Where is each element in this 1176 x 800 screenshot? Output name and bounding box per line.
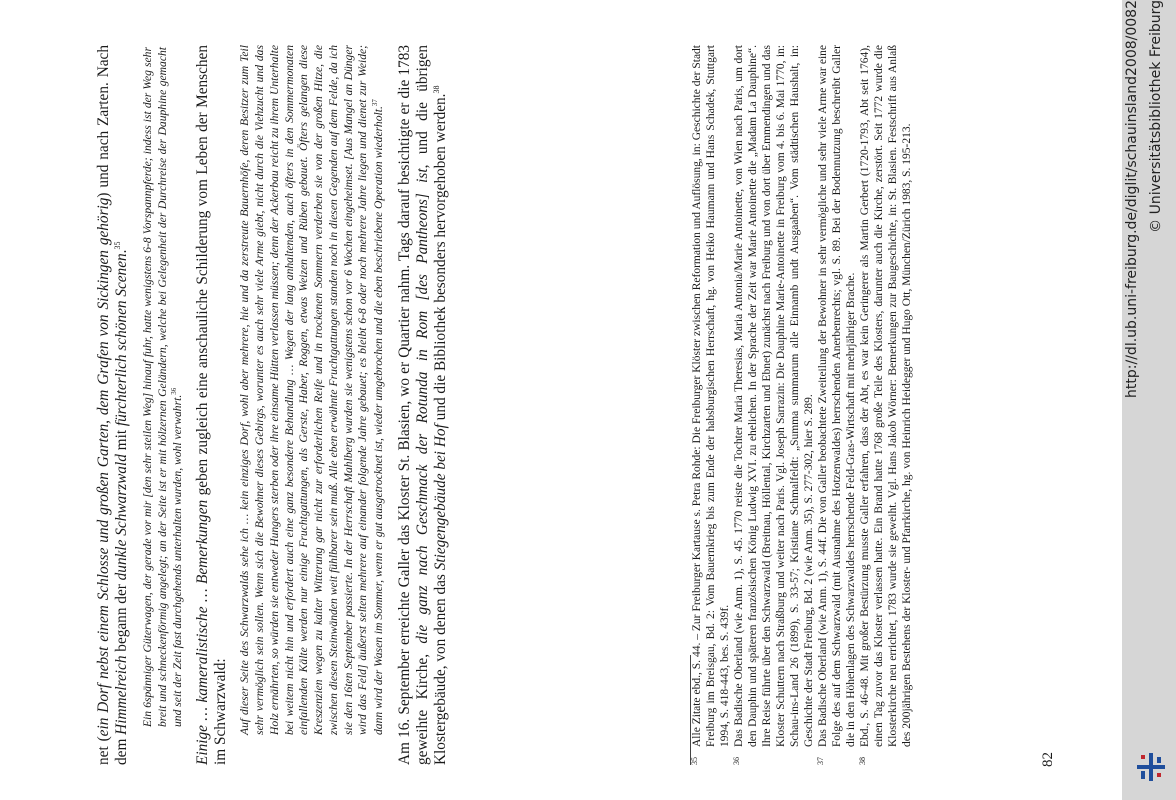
footnote: [690, 45, 732, 765]
logo-bar: [1157, 757, 1161, 763]
italic-text: Stiegengebäude bei Hof: [432, 424, 450, 571]
text: mit: [113, 426, 131, 455]
text: .: [113, 249, 131, 254]
quote-text: Ein 6spänniger Güterwagen, der gerade vor mir [den sehr steilen Weg] hinauf fuhr, hatte wenigstens 6-8 Vorspannpferde; indess ist der Weg sehr breit und schneckenförmig angelegt; an der Seite ist er mit hölzernen Geländern, welche bei Gelegenheit der Durchreise der Dauphine gemacht und seit der Zeit fast durchgehends unterhalten wurden, wohl verwahrt.: [140, 47, 185, 727]
footnote-text: Alle Zitate ebd., S. 44. – Zur Freiburger Kartause s. Petra Rohde: Die Freiburger Klöster zwischen Reformation und Auflösung, in: Geschichte der Stadt Freiburg im Breisgau, Bd. 2: Vom Bauernkrieg bis zum Ende der habsburgischen Herrschaft, hg. von Heiko Haumann und Hans Schadek, Stuttgart 1994, S. 418-443, bes. S. 439f.: [691, 45, 732, 747]
footnote-text: Das Badische Oberland (wie Anm. 1), S. 44f. Die von Galler beobachtete Zweiteilung der Bewohner in sehr vermögliche und sehr viele Arme war eine Folge des auf dem Schwarzwald (mit Ausnahme des Hotzenwaldes) herrschenden Anerbenrechts; vgl. S. 89. Bei der Bodennutzung beschreibt Galler die in den Höhenlagen des Schwarzwaldes herrschende Feld-Gras-Wirtschaft mit mehrjähriger Brache.: [817, 45, 858, 747]
logo-accent: [1141, 755, 1145, 759]
footnotes: [690, 45, 914, 765]
text: und die Bibliothek besonders hervorgehoben werden.: [432, 93, 450, 425]
footnote: [858, 45, 914, 765]
paragraph-3: [396, 45, 451, 765]
footnote-number: 37: [816, 757, 826, 765]
italic-text: Einige … kameralistische … Bemerkungen: [193, 499, 211, 765]
text: Am 16. September erreichte Galler das Kloster St. Blasien, wo er Quartier nahm. Tags darauf besichtigte er die 1783 geweihte Kirche,: [395, 45, 431, 765]
footnote-number: 35: [690, 757, 699, 765]
logo-bar: [1141, 771, 1145, 779]
viewer-sidebar: [1122, 0, 1176, 800]
page-number: 82: [1040, 752, 1056, 767]
footnote-ref[interactable]: 38: [432, 85, 442, 94]
italic-text: dunkle Schwarzwald: [113, 454, 131, 581]
footnote-ref[interactable]: 36: [170, 387, 179, 395]
footnote-text: Ebd., S. 46-48. Mit großer Bestürzung musste Galler erfahren, dass der Abt, es war kein Geringerer als Martin Gerbert (1720-1793, Abt seit 1764), einen Tag zuvor das Kloster verlassen hatte. Ein Brand hatte 1768 große Teile des Klosters, darunter auch die Kirche, zerstört. Seit 1772 wurde die Klosterkirche neu errichtet, 1783 wurde sie geweiht. Vgl. Hans Jakob Wörner: Bemerkungen zur Baugeschichte, in: St. Blasien. Festschrift aus Anlaß des 200jährigen Bestehens der Kloster- und Pfarrkirche, hg. von Heinrich Heidegger und Hugo Ott, München/Zürich 1983, S. 195-213.: [859, 45, 914, 747]
sidebar-text: [1122, 0, 1176, 800]
italic-text: fürchterlich schönen Scenen: [113, 253, 131, 427]
block-quote-1: [141, 47, 186, 727]
footnote-text: Das Badische Oberland (wie Anm. 1), S. 45. 1770 reiste die Tochter Maria Theresias, Maria Antonia/Marie Antoinette, von Wien nach Paris, um dort den Dauphin und späteren französischen König Ludwig XVI. zu ehelichen. In der Sprache der Zeit war Marie Antoinette die „Madam La Dauphine“. Ihre Reise führte über den Schwarzwald (Breitnau, Höllental, Kirchzarten und Ebnet) zunächst nach Freiburg und von dort über Emmendingen und das Kloster Schuttern nach Straßburg und weiter nach Paris. Vgl. Joseph Sarrazin: Die Dauphine Marie-Antoinette in Freiburg vom 4. bis 6. Mai 1770, in: Schau-ins-Land 26 (1899), S. 33-57; Kristiane Schmalfeldt: „Summa summarum alle Einnamb undt Ausgaaben“. Vom städtischen Haushalt, in: Geschichte der Stadt Freiburg, Bd. 2 (wie Anm. 35), S. 277-302, hier S. 289.: [733, 45, 816, 747]
footnote-ref[interactable]: 35: [113, 241, 123, 250]
footnote: [732, 45, 816, 765]
italic-text: die ganz nach Geschmack der Rotunda in Rom [des Pantheons] ist: [413, 168, 431, 644]
footnote-number: 36: [732, 757, 742, 765]
block-quote-2: [238, 45, 386, 735]
footnote-ref[interactable]: 37: [370, 99, 379, 107]
source-url-link[interactable]: http://dl.ub.uni-freiburg.de/diglit/schauinsland2008/0082: [1124, 0, 1140, 398]
logo-bar: [1149, 753, 1153, 781]
quote-text: Auf dieser Seite des Schwarzwalds sehe ich … kein einziges Dorf, wohl aber mehrere, hie und da zerstreute Bauernhöfe, deren Besitzer zum Teil sehr vermöglich sein sollen. Wenn sich die Bewohner dieses Gebirgs, worunter es auch sehr viele Arme giebt, nicht durch die Viehzucht und das Holz ernährten, so würden sie entweder Hungers sterben oder ihre einsame Hütten verlassen müssen; denn der Ackerbau reicht zu ihrem Unterhalte bei weitem nicht hin und erfordert auch eine ganz besondere Behandlung … Wegen der lang anhaltenden, auch öfters in den Sommermonaten einfallenden Kälte werden nur einige Fruchtgattungen, als Gerste, Haber, Roggen, etwas Weizen und Rüben gebauet. Öfters gelangen diese Kreszenzien wegen zu kalter Witterung gar nicht zur erforderlichen Reife und in trockenen Sommern verderben sie von der großen Hitze, die zwischen diesen Steinwänden weit fühlbarer sein muß. Alle eben erwähnte Fruchtgattungen standen noch in diesen Gegenden auf dem Felde, da ich sie den 16ten September passierte. In der Herrschaft Mahlberg wurden sie wenigstens schon vor 6 Wochen eingeheimset. [Aus Mangel an Dünger wird das Feld] äußerst selten mehrere auf einander folgende Jahre gebauet; es bleibt 6-8 oder noch mehrere Jahre liegen und dienet zur Weide; dann wird der Wasen im Sommer, wenn er gut ausgetrocknet ist, wieder umgebrochen und die eben beschriebene Operation wiederholt.: [238, 45, 385, 735]
library-logo-icon: [1128, 745, 1172, 789]
paragraph-2: [194, 45, 231, 765]
italic-text: ein Dorf nebst einem Schlosse und großen Garten, dem Grafen von Sickingen gehörig: [95, 197, 112, 737]
copyright-notice: © Universitätsbibliothek Freiburg: [1148, 0, 1164, 233]
logo-accent: [1157, 773, 1161, 777]
text: begann der: [113, 580, 131, 656]
body-text: [95, 45, 451, 765]
paragraph-1: [95, 45, 132, 765]
text: , und die übrigen Klostergebäude, von denen das: [413, 45, 450, 765]
footnote: [816, 45, 858, 765]
text: ) und nach Zarten. Nach dem: [95, 45, 131, 765]
footnote-number: 38: [858, 757, 868, 765]
text: geben zugleich eine anschauliche Schilderung vom Leben der Menschen im Schwarzwald:: [193, 45, 230, 765]
italic-text: Himmelreich: [113, 655, 131, 735]
text: net (: [95, 736, 112, 765]
